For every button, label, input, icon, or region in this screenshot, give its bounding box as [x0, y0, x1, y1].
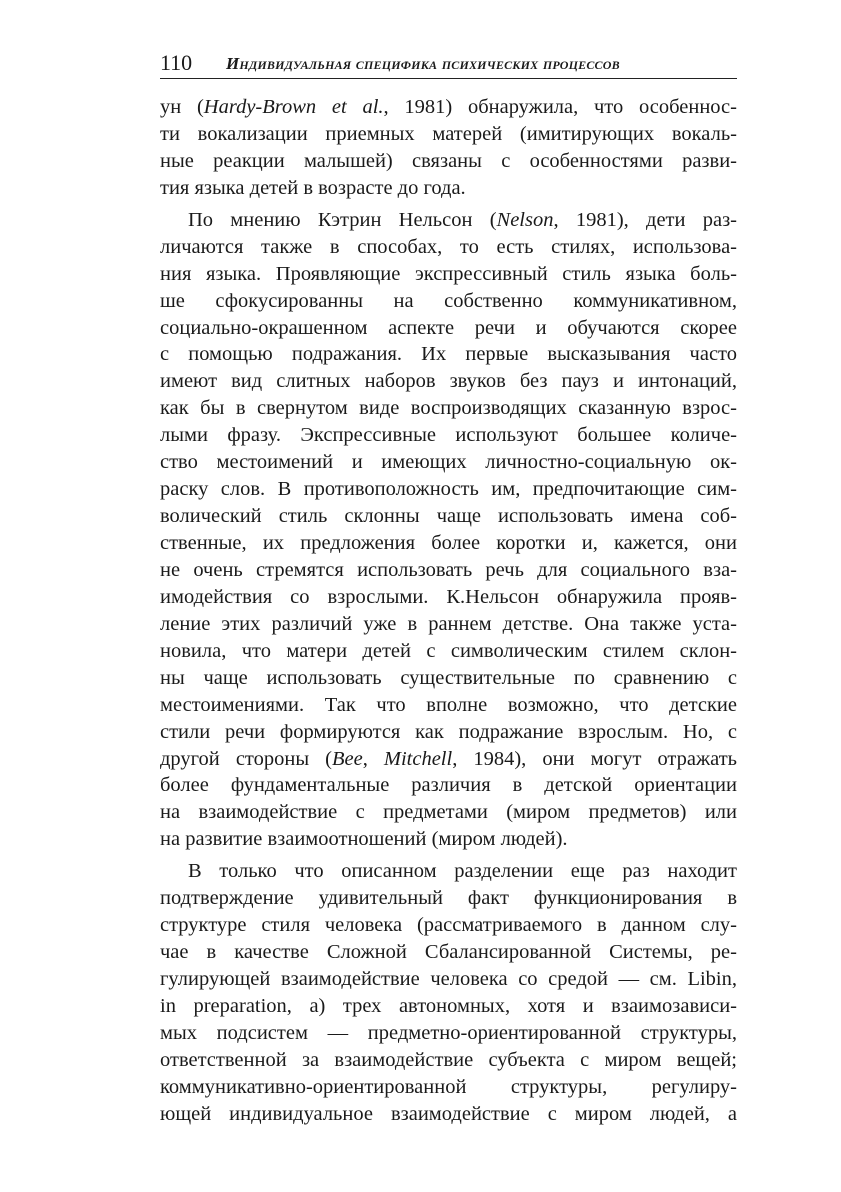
- text-run: коммуникативно-ориентированной структуры, регулиру-: [160, 1075, 737, 1098]
- italic-citation: Hardy-Brown et al.: [203, 96, 384, 118]
- text-run: ше сфокусированны на собственно коммуникативном,: [160, 289, 737, 312]
- text-line: [160, 315, 737, 342]
- text-run: По мнению Кэтрин Нельсон (: [188, 208, 497, 231]
- text-run: ны чаще использовать существительные по сравнению с: [160, 666, 737, 689]
- text-run: лыми фразу. Экспрессивные используют большее количе-: [160, 424, 737, 447]
- text-line: [160, 368, 737, 395]
- text-line: [160, 746, 737, 773]
- text-line: [160, 1101, 737, 1128]
- text-run: В только что описанном разделении еще раз находит: [188, 860, 737, 883]
- text-line: [160, 939, 737, 966]
- text-run: чае в качестве Сложной Сбалансированной Системы, ре-: [160, 941, 737, 964]
- text-line: [160, 557, 737, 584]
- running-title: Индивидуальная специфика психических процессов: [226, 54, 620, 73]
- text-line: [160, 530, 737, 557]
- text-run: ,: [362, 747, 384, 770]
- paragraph: [160, 858, 737, 1127]
- text-line: [160, 1047, 737, 1074]
- body-text: [160, 94, 737, 1128]
- text-line: [160, 584, 737, 611]
- text-line: [160, 476, 737, 503]
- italic-citation: Bee: [331, 747, 363, 770]
- text-run: на развитие взаимоотношений (миром людей).: [160, 828, 568, 851]
- text-line: [160, 175, 737, 202]
- text-line: [160, 341, 737, 368]
- text-run: более фундаментальные различия в детской ориентации: [160, 774, 737, 797]
- text-run: ющей индивидуальное взаимодействие с миром людей, а: [160, 1102, 737, 1125]
- text-line: [160, 858, 737, 885]
- text-line: [160, 234, 737, 261]
- text-run: , 1984), они могут отражать: [452, 747, 738, 770]
- text-run: социально-окрашенном аспекте речи и обучаются скорее: [160, 316, 737, 339]
- text-line: [160, 207, 737, 234]
- italic-citation: Nelson: [496, 208, 554, 231]
- text-run: ответственной за взаимодействие субъекта с миром вещей;: [160, 1048, 737, 1071]
- running-header: [160, 50, 737, 79]
- text-run: мых подсистем — предметно-ориентированной структуры,: [160, 1021, 737, 1044]
- text-run: стили речи формируются как подражание взрослым. Но, с: [160, 720, 737, 743]
- text-line: [160, 826, 737, 853]
- text-run: имеют вид слитных наборов звуков без пауз и интонаций,: [160, 370, 737, 393]
- text-line: [160, 692, 737, 719]
- text-run: ственные, их предложения более коротки и, кажется, они: [160, 532, 737, 554]
- text-run: местоимениями. Так что вполне возможно, что детские: [160, 693, 737, 716]
- text-run: in preparation, а) трех автономных, хотя и взаимозависи-: [160, 994, 737, 1017]
- text-line: [160, 422, 737, 449]
- text-line: [160, 503, 737, 530]
- text-line: [160, 395, 737, 422]
- text-line: [160, 121, 737, 148]
- text-run: волический стиль склонны чаще использовать имена соб-: [160, 505, 737, 528]
- text-run: ство местоимений и имеющих личностно-социальную ок-: [160, 451, 737, 474]
- text-run: ния языка. Проявляющие экспрессивный стиль языка боль-: [160, 262, 737, 285]
- text-run: с помощью подражания. Их первые высказывания часто: [160, 343, 737, 366]
- text-run: ти вокализации приемных матерей (имитирующих вокаль-: [160, 122, 737, 145]
- text-line: [160, 611, 737, 638]
- text-run: тия языка детей в возрасте до года.: [160, 176, 466, 199]
- text-line: [160, 993, 737, 1020]
- text-line: [160, 1020, 737, 1047]
- paragraph: [160, 207, 737, 854]
- text-line: [160, 665, 737, 692]
- text-line: [160, 261, 737, 288]
- text-run: ление этих различий уже в раннем детстве. Она также уста-: [160, 612, 737, 635]
- text-run: личаются также в способах, то есть стилях, использова-: [160, 235, 737, 258]
- text-line: [160, 912, 737, 939]
- text-line: [160, 772, 737, 799]
- text-line: [160, 966, 737, 993]
- paragraph: [160, 94, 737, 202]
- text-run: гулирующей взаимодействие человека со средой — см. Libin,: [160, 968, 737, 990]
- text-run: другой стороны (: [160, 747, 332, 770]
- text-run: на взаимодействие с предметами (миром предметов) или: [160, 801, 737, 824]
- text-run: раску слов. В противоположность им, предпочитающие сим-: [160, 478, 737, 501]
- page-number: 110: [160, 50, 193, 75]
- text-run: , 1981) обнаружила, что особеннос-: [383, 96, 737, 118]
- text-line: [160, 719, 737, 746]
- text-line: [160, 638, 737, 665]
- text-run: как бы в свернутом виде воспроизводящих сказанную взрос-: [160, 397, 737, 420]
- text-line: [160, 799, 737, 826]
- text-line: [160, 94, 737, 121]
- text-line: [160, 148, 737, 175]
- text-run: не очень стремятся использовать речь для социального вза-: [160, 558, 737, 581]
- text-run: структуре стиля человека (рассматриваемого в данном слу-: [160, 914, 737, 937]
- text-line: [160, 1074, 737, 1101]
- text-run: подтверждение удивительный факт функционирования в: [160, 887, 737, 910]
- text-run: ные реакции малышей) связаны с особенностями разви-: [160, 149, 737, 172]
- text-line: [160, 885, 737, 912]
- text-run: ун (: [160, 96, 204, 118]
- text-run: имодействия со взрослыми. К.Нельсон обнаружила прояв-: [160, 585, 737, 608]
- text-run: новила, что матери детей с символическим стилем склон-: [160, 639, 737, 662]
- italic-citation: Mitchell: [383, 747, 453, 770]
- text-run: , 1981), дети раз-: [553, 208, 737, 231]
- text-line: [160, 288, 737, 315]
- text-line: [160, 449, 737, 476]
